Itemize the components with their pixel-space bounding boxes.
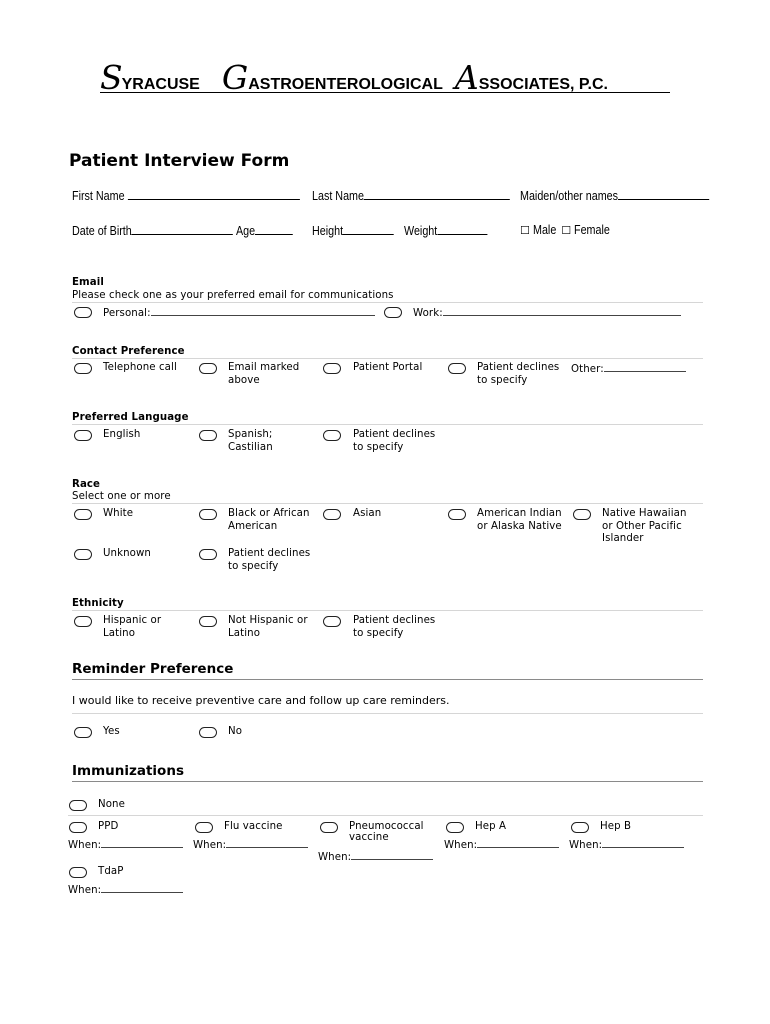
- last-name-field[interactable]: [312, 188, 510, 203]
- race-black-radio[interactable]: [199, 509, 217, 520]
- language-declines-radio[interactable]: [323, 430, 341, 441]
- race-asian-label: Asian: [353, 508, 382, 519]
- contact-other-label: Other:: [571, 364, 604, 375]
- race-subtext: Select one or more: [72, 491, 171, 502]
- contact-other-field[interactable]: [571, 362, 686, 377]
- hepb-when-field[interactable]: [569, 838, 684, 853]
- reminder-yes-radio[interactable]: [74, 727, 92, 738]
- ethnicity-declines-label: Patient declines to specify: [353, 615, 436, 639]
- ethnicity-nothispanic-label: Not Hispanic or Latino: [228, 615, 308, 639]
- reminder-no-radio[interactable]: [199, 727, 217, 738]
- practice-name-header: [100, 58, 670, 97]
- race-heading: Race: [72, 479, 101, 490]
- female-checkbox[interactable]: ☐: [561, 224, 572, 237]
- age-field[interactable]: [236, 223, 293, 238]
- contact-portal-label: Patient Portal: [353, 362, 423, 373]
- reminder-text: I would like to receive preventive care and follow up care reminders.: [72, 694, 450, 707]
- immunization-flu-radio[interactable]: [195, 822, 213, 833]
- race-white-radio[interactable]: [74, 509, 92, 520]
- male-checkbox[interactable]: ☐: [520, 224, 530, 237]
- hepa-when-label: When:: [444, 840, 478, 851]
- immunization-ppd-label: PPD: [98, 821, 119, 832]
- language-heading: Preferred Language: [72, 412, 189, 423]
- email-work-field[interactable]: [413, 306, 681, 321]
- immunization-tdap-radio[interactable]: [69, 867, 87, 878]
- email-personal-field[interactable]: [103, 306, 375, 321]
- maiden-names-label: Maiden/other names: [520, 189, 618, 203]
- race-unknown-label: Unknown: [103, 548, 151, 559]
- header-word-syracuse: YRACUSE: [121, 76, 200, 93]
- race-unknown-radio[interactable]: [74, 549, 92, 560]
- immunization-hepa-radio[interactable]: [446, 822, 464, 833]
- dob-field[interactable]: [72, 223, 233, 238]
- sex-options: [520, 223, 616, 238]
- age-label: Age: [236, 224, 256, 238]
- race-nh-radio[interactable]: [573, 509, 591, 520]
- contact-telephone-radio[interactable]: [74, 363, 92, 374]
- immunization-ppd-radio[interactable]: [69, 822, 87, 833]
- header-word-associates: SSOCIATES, P.C.: [478, 76, 608, 93]
- language-english-label: English: [103, 429, 141, 440]
- race-amind-label: American Indian or Alaska Native: [477, 508, 562, 532]
- height-field[interactable]: [312, 223, 394, 238]
- first-name-label: First Name: [72, 189, 125, 203]
- email-personal-label: Personal:: [103, 308, 151, 319]
- contact-portal-radio[interactable]: [323, 363, 341, 374]
- immunization-pneumo-label: Pneumococcal vaccine: [349, 821, 424, 843]
- immunization-hepb-radio[interactable]: [571, 822, 589, 833]
- immunization-none-radio[interactable]: [69, 800, 87, 811]
- reminder-heading: Reminder Preference: [72, 661, 234, 677]
- immunization-hepa-label: Hep A: [475, 821, 507, 832]
- race-nh-label: Native Hawaiian or Other Pacific Islander: [602, 508, 687, 545]
- flu-when-field[interactable]: [193, 838, 308, 853]
- reminder-no-label: No: [228, 726, 243, 737]
- immunizations-heading: Immunizations: [72, 763, 184, 779]
- header-word-gastro: ASTROENTEROLOGICAL: [248, 76, 443, 93]
- race-white-label: White: [103, 508, 134, 519]
- immunization-tdap-label: TdaP: [98, 866, 124, 877]
- race-asian-radio[interactable]: [323, 509, 341, 520]
- female-label: Female: [574, 223, 611, 237]
- ppd-when-label: When:: [68, 840, 102, 851]
- ethnicity-hispanic-label: Hispanic or Latino: [103, 615, 162, 639]
- height-label: Height: [312, 224, 344, 238]
- email-heading: Email: [72, 277, 104, 288]
- contact-telephone-label: Telephone call: [103, 362, 177, 373]
- immunization-none-label: None: [98, 799, 125, 810]
- header-initial-s: S: [100, 58, 122, 97]
- ethnicity-nothispanic-radio[interactable]: [199, 616, 217, 627]
- race-amind-radio[interactable]: [448, 509, 466, 520]
- weight-field[interactable]: [404, 223, 487, 238]
- language-english-radio[interactable]: [74, 430, 92, 441]
- contact-heading: Contact Preference: [72, 346, 185, 357]
- email-subtext: Please check one as your preferred email for communications: [72, 290, 394, 301]
- first-name-field[interactable]: [72, 188, 300, 203]
- hepa-when-field[interactable]: [444, 838, 559, 853]
- ethnicity-declines-radio[interactable]: [323, 616, 341, 627]
- ethnicity-hispanic-radio[interactable]: [74, 616, 92, 627]
- language-spanish-label: Spanish; Castilian: [228, 429, 273, 453]
- header-initial-g: G: [221, 58, 249, 97]
- ppd-when-field[interactable]: [68, 838, 183, 853]
- race-black-label: Black or African American: [228, 508, 310, 532]
- male-label: Male: [533, 223, 557, 237]
- flu-when-label: When:: [193, 840, 227, 851]
- language-spanish-radio[interactable]: [199, 430, 217, 441]
- contact-email-radio[interactable]: [199, 363, 217, 374]
- ethnicity-heading: Ethnicity: [72, 598, 124, 609]
- dob-label: Date of Birth: [72, 224, 132, 238]
- maiden-names-field[interactable]: [520, 188, 709, 203]
- header-initial-a: A: [454, 58, 479, 97]
- race-declines-label: Patient declines to specify: [228, 548, 311, 572]
- contact-declines-label: Patient declines to specify: [477, 362, 560, 386]
- language-declines-label: Patient declines to specify: [353, 429, 436, 453]
- weight-label: Weight: [404, 224, 438, 238]
- race-declines-radio[interactable]: [199, 549, 217, 560]
- email-work-label: Work:: [413, 308, 443, 319]
- last-name-label: Last Name: [312, 189, 364, 203]
- reminder-yes-label: Yes: [103, 726, 120, 737]
- tdap-when-label: When:: [68, 885, 102, 896]
- hepb-when-label: When:: [569, 840, 603, 851]
- email-personal-radio[interactable]: [74, 307, 92, 318]
- immunization-pneumo-radio[interactable]: [320, 822, 338, 833]
- tdap-when-field[interactable]: [68, 883, 183, 898]
- immunization-hepb-label: Hep B: [600, 821, 632, 832]
- pneumo-when-field[interactable]: [318, 850, 433, 865]
- contact-declines-radio[interactable]: [448, 363, 466, 374]
- form-title: Patient Interview Form: [69, 151, 290, 171]
- contact-email-label: Email marked above: [228, 362, 300, 386]
- pneumo-when-label: When:: [318, 852, 352, 863]
- immunization-flu-label: Flu vaccine: [224, 821, 283, 832]
- email-work-radio[interactable]: [384, 307, 402, 318]
